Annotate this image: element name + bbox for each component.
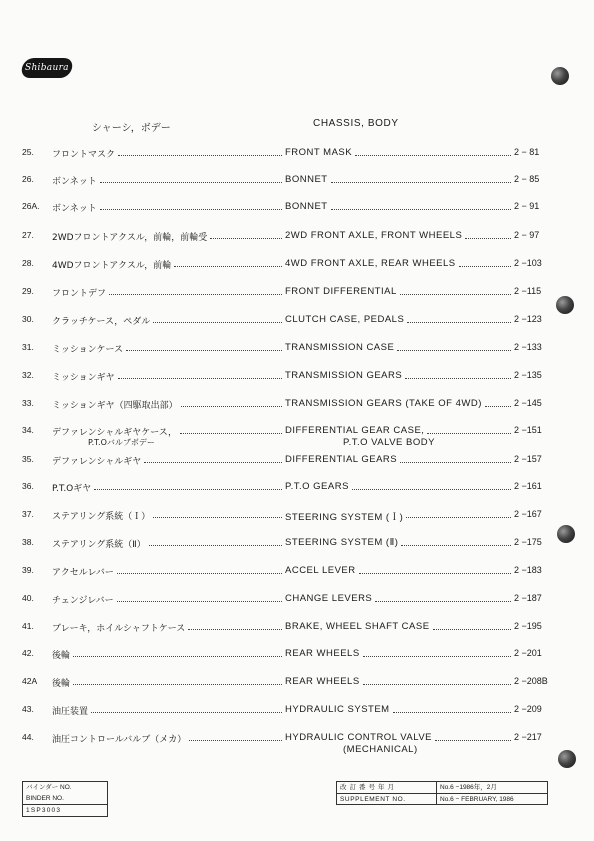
- entry-title-jp: クラッチケース，ペダル: [52, 317, 151, 327]
- entry-title-en: BRAKE, WHEEL SHAFT CASE: [285, 621, 430, 632]
- entry-number: 42A: [22, 676, 38, 686]
- entry-number: 44.: [22, 732, 34, 742]
- list-item: [0, 174, 594, 188]
- binder-code: 1SP3003: [23, 804, 107, 816]
- entry-number: 33.: [22, 398, 34, 408]
- binder-label-jp: バインダー NO.: [26, 784, 72, 791]
- entry-page: 2 − 97: [514, 230, 540, 240]
- entry-title-jp: ステアリング系統（Ⅱ）: [52, 540, 146, 550]
- list-item: [0, 732, 594, 755]
- entry-title-jp: ミッションギヤ（四駆取出部）: [52, 401, 178, 411]
- entry-page: 2 −195: [514, 621, 542, 631]
- entry-title-en: FRONT MASK: [285, 147, 353, 158]
- entry-title-en-continued: (MECHANICAL): [343, 744, 418, 755]
- entry-page: 2 −135: [514, 370, 542, 380]
- entry-title-en-continued: P.T.O VALVE BODY: [343, 437, 435, 448]
- entry-number: 30.: [22, 314, 34, 324]
- entry-title-jp: ボンネット: [52, 177, 97, 187]
- supplement-box: [336, 781, 548, 805]
- entry-number: 29.: [22, 286, 34, 296]
- leader-dots: [100, 209, 282, 210]
- entry-page: 2 − 91: [514, 201, 540, 211]
- leader-dots: [94, 489, 282, 490]
- entry-title-en: P.T.O GEARS: [285, 481, 349, 492]
- list-item: [0, 481, 594, 495]
- leader-dots: [406, 517, 511, 518]
- entry-title-jp: ステアリング系統（Ｉ）: [52, 512, 151, 522]
- leader-dots: [435, 740, 511, 741]
- leader-dots: [126, 350, 282, 351]
- supplement-value-en: No.6 − FEBRUARY, 1986: [440, 796, 514, 803]
- list-item: [0, 230, 594, 244]
- leader-dots: [188, 629, 282, 630]
- entry-page: 2 −103: [514, 258, 542, 268]
- entry-page: 2 −161: [514, 481, 542, 491]
- list-item: [0, 398, 594, 412]
- entry-number: 27.: [22, 230, 34, 240]
- entry-title-jp: 油圧コントロールバルブ（メカ）: [52, 735, 187, 745]
- entry-title-jp: デファレンシャルギヤケース，: [52, 428, 178, 438]
- list-item: [0, 147, 594, 161]
- punch-hole-icon: [558, 750, 576, 768]
- list-item: [0, 201, 594, 215]
- entry-number: 32.: [22, 370, 34, 380]
- entry-page: 2 −115: [514, 286, 542, 296]
- entry-number: 34.: [22, 425, 34, 435]
- list-item: [0, 342, 594, 356]
- entry-title-en: HYDRAULIC SYSTEM: [285, 704, 390, 715]
- entry-page: 2 −201: [514, 648, 542, 658]
- leader-dots: [433, 629, 511, 630]
- entry-title-jp: 後輪: [52, 679, 71, 689]
- entry-number: 25.: [22, 147, 34, 157]
- leader-dots: [407, 322, 511, 323]
- leader-dots: [117, 573, 282, 574]
- entry-title-en: BONNET: [285, 201, 328, 212]
- supplement-label-jp: 改 訂 番 号 年 月: [337, 782, 437, 793]
- leader-dots: [459, 266, 511, 267]
- entry-title-en: 4WD FRONT AXLE, REAR WHEELS: [285, 258, 456, 269]
- list-item: [0, 593, 594, 607]
- leader-dots: [401, 545, 511, 546]
- entry-page: 2 −157: [514, 454, 542, 464]
- entry-page: 2 −175: [514, 537, 542, 547]
- entry-title-jp: ミッションケース: [52, 345, 124, 355]
- list-item: [0, 258, 594, 272]
- leader-dots: [118, 378, 282, 379]
- supplement-value-jp: No.6 −1986年，2月: [440, 784, 497, 791]
- leader-dots: [181, 406, 282, 407]
- entry-title-jp: フロントマスク: [52, 150, 116, 160]
- entry-title-jp: デファレンシャルギヤ: [52, 457, 142, 467]
- leader-dots: [359, 573, 511, 574]
- leader-dots: [109, 294, 282, 295]
- company-logo: [20, 58, 74, 78]
- leader-dots: [100, 182, 282, 183]
- list-item: [0, 676, 594, 690]
- entry-title-jp: アクセルレバー: [52, 568, 114, 578]
- list-item: [0, 454, 594, 468]
- leader-dots: [210, 238, 282, 239]
- entry-page: 2 −209: [514, 704, 542, 714]
- binder-number-box: [22, 781, 108, 817]
- entry-title-jp: ミッションギヤ: [52, 373, 115, 383]
- entry-title-jp: チェンジレバー: [52, 596, 114, 606]
- entry-title-en: HYDRAULIC CONTROL VALVE: [285, 732, 432, 743]
- entry-page: 2 −133: [514, 342, 542, 352]
- entry-title-en: STEERING SYSTEM (Ⅱ): [285, 537, 399, 548]
- logo-text: Shibaura: [25, 63, 69, 73]
- entry-title-jp: ボンネット: [52, 204, 97, 214]
- entry-page: 2 −187: [514, 593, 542, 603]
- leader-dots: [427, 433, 511, 434]
- list-item: [0, 370, 594, 384]
- binder-label-en: BINDER NO.: [26, 795, 64, 802]
- entry-title-en: 2WD FRONT AXLE, FRONT WHEELS: [285, 230, 463, 241]
- entry-title-en: REAR WHEELS: [285, 676, 360, 687]
- list-item: [0, 565, 594, 579]
- entry-number: 26.: [22, 174, 34, 184]
- entry-title-jp-continued: P.T.Oバルブボデー: [88, 438, 155, 447]
- entry-page: 2 −151: [514, 425, 542, 435]
- entry-number: 28.: [22, 258, 34, 268]
- entry-title-jp: 4WDフロントアクスル，前輪: [52, 261, 172, 271]
- punch-hole-icon: [551, 67, 569, 85]
- entry-title-en: FRONT DIFFERENTIAL: [285, 286, 397, 297]
- leader-dots: [153, 322, 282, 323]
- entry-title-en: CLUTCH CASE, PEDALS: [285, 314, 405, 325]
- leader-dots: [180, 433, 282, 434]
- section-heading-en: CHASSIS, BODY: [313, 118, 399, 129]
- leader-dots: [331, 209, 511, 210]
- entry-number: 26A.: [22, 201, 40, 211]
- leader-dots: [400, 294, 511, 295]
- entry-number: 36.: [22, 481, 34, 491]
- entry-page: 2 −208B: [514, 676, 548, 686]
- leader-dots: [405, 378, 511, 379]
- entry-number: 37.: [22, 509, 34, 519]
- leader-dots: [149, 545, 282, 546]
- leader-dots: [73, 684, 282, 685]
- entry-title-jp: 後輪: [52, 651, 71, 661]
- leader-dots: [73, 656, 282, 657]
- leader-dots: [117, 601, 282, 602]
- entry-title-en: TRANSMISSION GEARS: [285, 370, 403, 381]
- entry-title-en: REAR WHEELS: [285, 648, 360, 659]
- entry-page: 2 −217: [514, 732, 542, 742]
- entry-page: 2 −183: [514, 565, 542, 575]
- entry-page: 2 −167: [514, 509, 542, 519]
- leader-dots: [331, 182, 511, 183]
- entry-title-en: DIFFERENTIAL GEARS: [285, 454, 398, 465]
- entry-title-en: ACCEL LEVER: [285, 565, 356, 576]
- leader-dots: [363, 684, 511, 685]
- leader-dots: [118, 155, 282, 156]
- entry-title-en: DIFFERENTIAL GEAR CASE,: [285, 425, 425, 436]
- leader-dots: [189, 740, 282, 741]
- leader-dots: [375, 601, 511, 602]
- entry-number: 41.: [22, 621, 34, 631]
- entry-number: 42.: [22, 648, 34, 658]
- leader-dots: [393, 712, 511, 713]
- entry-title-jp: フロントデフ: [52, 289, 107, 299]
- leader-dots: [352, 489, 511, 490]
- entry-number: 31.: [22, 342, 34, 352]
- entry-page: 2 −123: [514, 314, 542, 324]
- entry-number: 40.: [22, 593, 34, 603]
- entry-title-jp: ブレーキ，ホイルシャフトケース: [52, 624, 186, 634]
- leader-dots: [153, 517, 282, 518]
- list-item: [0, 648, 594, 662]
- entry-number: 35.: [22, 454, 34, 464]
- entry-title-en: STEERING SYSTEM (Ｉ): [285, 512, 404, 523]
- supplement-label-en: SUPPLEMENT NO.: [337, 794, 437, 805]
- leader-dots: [91, 712, 282, 713]
- list-item: [0, 537, 594, 551]
- leader-dots: [355, 155, 511, 156]
- entry-title-jp: P.T.Oギヤ: [52, 484, 92, 494]
- entry-number: 38.: [22, 537, 34, 547]
- entry-number: 43.: [22, 704, 34, 714]
- entry-title-jp: 油圧装置: [52, 707, 89, 717]
- list-item: [0, 286, 594, 300]
- entry-title-en: TRANSMISSION CASE: [285, 342, 395, 353]
- leader-dots: [363, 656, 511, 657]
- list-item: [0, 509, 594, 523]
- leader-dots: [485, 406, 511, 407]
- entry-page: 2 −145: [514, 398, 542, 408]
- list-item: [0, 621, 594, 635]
- leader-dots: [397, 350, 511, 351]
- section-heading-jp: シャーシ，ボデー: [92, 123, 171, 134]
- leader-dots: [465, 238, 511, 239]
- leader-dots: [174, 266, 282, 267]
- list-item: [0, 314, 594, 328]
- leader-dots: [400, 462, 511, 463]
- list-item: [0, 704, 594, 718]
- leader-dots: [144, 462, 282, 463]
- entry-number: 39.: [22, 565, 34, 575]
- entry-title-en: BONNET: [285, 174, 328, 185]
- entry-title-en: CHANGE LEVERS: [285, 593, 373, 604]
- list-item: [0, 425, 594, 448]
- entry-title-en: TRANSMISSION GEARS (TAKE OF 4WD): [285, 398, 482, 409]
- entry-page: 2 − 81: [514, 147, 540, 157]
- entry-title-jp: 2WDフロントアクスル，前輪，前輪受: [52, 233, 208, 243]
- entry-page: 2 − 85: [514, 174, 540, 184]
